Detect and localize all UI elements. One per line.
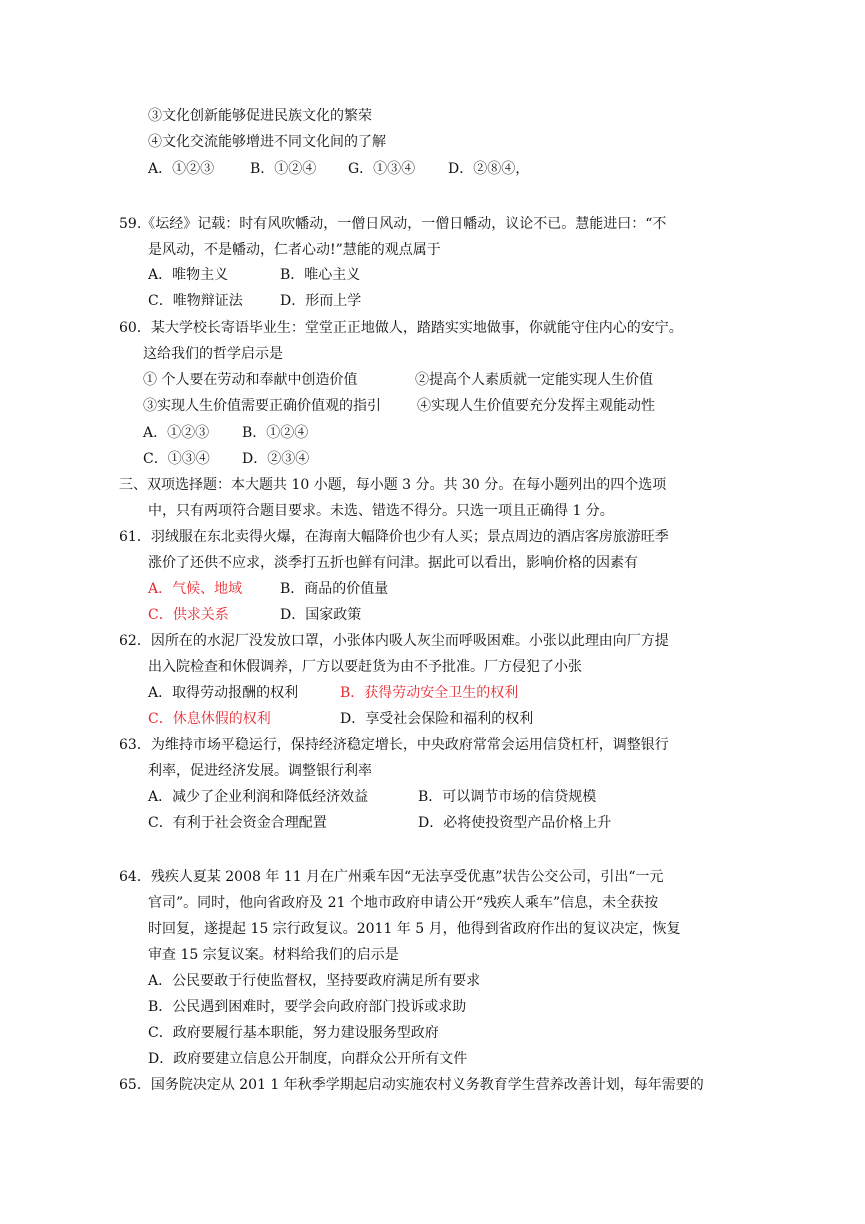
q60-option-b: B．①②④: [242, 425, 309, 441]
q62-option-c: C．休息休假的权利: [148, 711, 271, 727]
q61-stem-line-2: 涨价了还供不应求，淡季打五折也鲜有问津。据此可以看出，影响价格的因素有: [148, 555, 638, 571]
q64-option-c: C．政府要履行基本职能，努力建设服务型政府: [148, 1025, 439, 1041]
q58-statement-3: ③文化创新能够促进民族文化的繁荣: [148, 108, 372, 124]
q60-statement-2: ②提高个人素质就一定能实现人生价值: [415, 372, 653, 388]
q64-stem-line-2: 官司”。同时，他向省政府及 21 个地市政府申请公开“残疾人乘车”信息，未全获按: [148, 895, 659, 911]
q63-stem-line-1: 63．为维持市场平稳运行，保持经济稳定增长，中央政府常常会运用信贷杠杆，调整银行: [119, 737, 669, 753]
q61-option-b: B．商品的价值量: [280, 581, 389, 597]
q60-stem-line-1: 60．某大学校长寄语毕业生：堂堂正正地做人，踏踏实实地做事，你就能守住内心的安宁。: [119, 320, 683, 336]
q58-option-b: B．①②④: [250, 161, 317, 177]
q63-option-c: C．有利于社会资金合理配置: [148, 815, 327, 831]
q64-option-b: B．公民遇到困难时，要学会向政府部门投诉或求助: [148, 999, 467, 1015]
q62-option-a: A．取得劳动报酬的权利: [148, 685, 299, 701]
q61-stem-line-1: 61．羽绒服在东北卖得火爆，在海南大幅降价也少有人买；景点周边的酒店客房旅游旺季: [119, 529, 669, 545]
q62-option-b: B．获得劳动安全卫生的权利: [340, 685, 519, 701]
q62-option-d: D．享受社会保险和福利的权利: [340, 711, 534, 727]
q65-stem-line-1: 65．国务院决定从 201 1 年秋季学期起启动实施农村义务教育学生营养改善计划，每年需要的: [119, 1077, 704, 1093]
q63-option-d: D．必将使投资型产品价格上升: [418, 815, 612, 831]
q60-stem-line-2: 这给我们的哲学启示是: [143, 346, 283, 362]
q64-stem-line-1: 64．残疾人夏某 2008 年 11 月在广州乘车因“无法享受优惠”状告公交公司，引出“一元: [119, 869, 664, 885]
q59-option-a: A．唯物主义: [148, 267, 229, 283]
section-3-header-line-2: 中，只有两项符合题目要求。未选、错选不得分。只选一项且正确得 1 分。: [148, 503, 614, 519]
q64-stem-line-4: 审查 15 宗复议案。材料给我们的启示是: [148, 947, 399, 963]
q60-option-a: A．①②③: [143, 425, 210, 441]
q62-stem-line-2: 出入院检查和休假调养，厂方以要赶货为由不予批准。厂方侵犯了小张: [148, 659, 582, 675]
q58-option-c: G．①③④: [348, 161, 416, 177]
q64-option-d: D．政府要建立信息公开制度，向群众公开所有文件: [148, 1051, 468, 1067]
q58-option-a: A．①②③: [148, 161, 215, 177]
q60-option-c: C．①③④: [143, 451, 210, 467]
q61-option-d: D．国家政策: [280, 607, 362, 623]
q62-stem-line-1: 62．因所在的水泥厂没发放口罩，小张体内吸人灰尘而呼吸困难。小张以此理由向厂方提: [119, 633, 669, 649]
q63-stem-line-2: 利率，促进经济发展。调整银行利率: [148, 763, 372, 779]
q59-option-d: D．形而上学: [280, 293, 362, 309]
q60-statement-1: ① 个人要在劳动和奉献中创造价值: [143, 372, 358, 388]
q64-option-a: A．公民要敢于行使监督权，坚持要政府满足所有要求: [148, 973, 481, 989]
q63-option-b: B．可以调节市场的信贷规模: [418, 789, 597, 805]
q61-option-a: A．气候、地域: [148, 581, 243, 597]
section-3-header-line-1: 三、双项选择题：本大题共 10 小题，每小题 3 分。共 30 分。在每小题列出的四个选项: [119, 477, 667, 493]
q59-stem-line-2: 是风动，不是幡动，仁者心动!”慧能的观点属于: [148, 242, 441, 258]
q61-option-c: C．供求关系: [148, 607, 229, 623]
q64-stem-line-3: 时回复，遂提起 15 宗行政复议。2011 年 5 月，他得到省政府作出的复议决定，恢复: [148, 921, 681, 937]
q58-statement-4: ④文化交流能够增进不同文化间的了解: [148, 134, 386, 150]
q60-option-d: D．②③④: [242, 451, 310, 467]
q59-stem-line-1: 59.《坛经》记载：时有风吹幡动，一僧日风动，一僧日幡动，议论不已。慧能进曰：“不: [119, 216, 667, 232]
q60-statement-3: ③实现人生价值需要正确价值观的指引: [143, 398, 381, 414]
q59-option-b: B．唯心主义: [280, 267, 361, 283]
q58-option-d: D．②⑧④，: [448, 161, 530, 177]
q63-option-a: A．减少了企业利润和降低经济效益: [148, 789, 369, 805]
q59-option-c: C．唯物辩证法: [148, 293, 243, 309]
q60-statement-4: ④实现人生价值要充分发挥主观能动性: [417, 398, 655, 414]
